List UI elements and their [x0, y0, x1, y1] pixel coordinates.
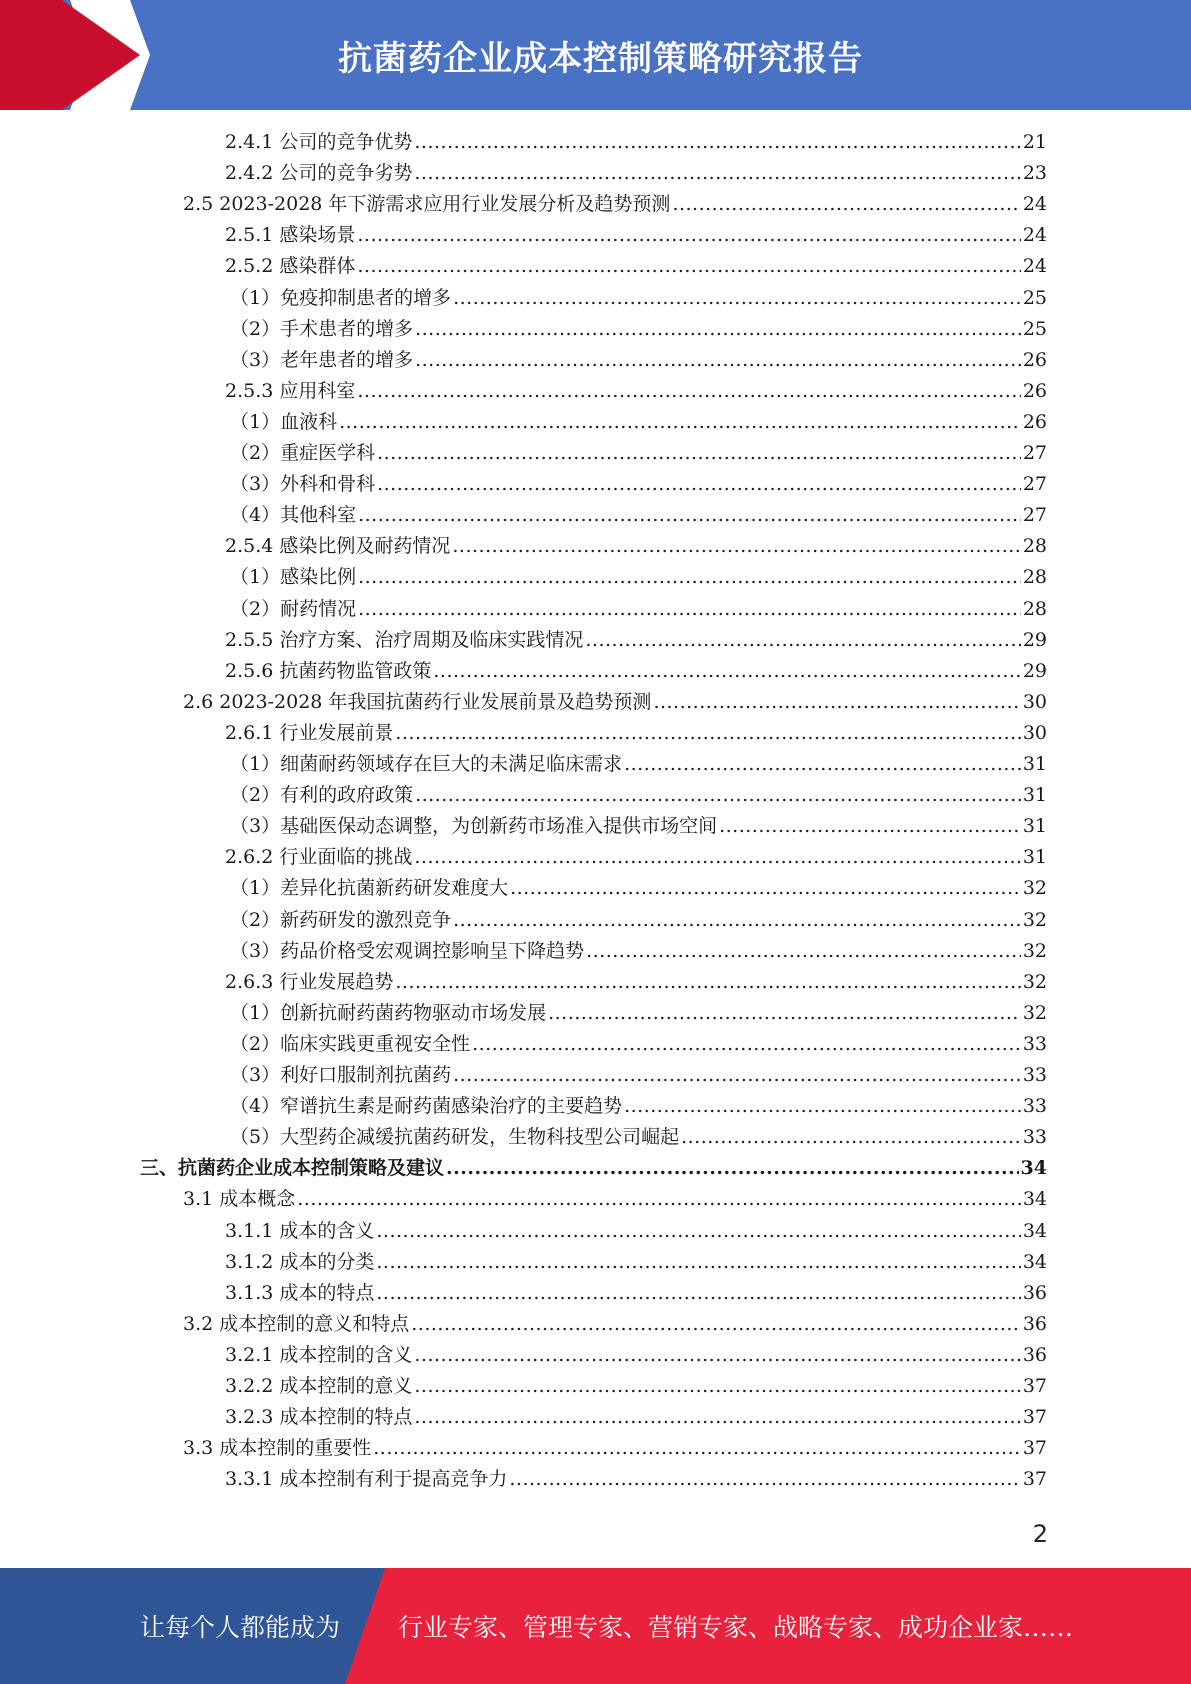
- toc-entry-title: （1）感染比例: [230, 566, 357, 589]
- toc-entry[interactable]: [225, 625, 1047, 656]
- toc-dot-leader: [510, 873, 1021, 904]
- toc-dot-leader: [297, 1184, 1021, 1215]
- toc-dot-leader: [414, 1402, 1020, 1433]
- toc-dot-leader: [414, 1340, 1020, 1371]
- toc-entry-title: 3.1.2 成本的分类: [225, 1250, 375, 1273]
- toc-dot-leader: [395, 967, 1020, 998]
- toc-entry[interactable]: [225, 842, 1047, 873]
- toc-entry-page: 26: [1022, 348, 1047, 371]
- toc-entry[interactable]: [225, 376, 1047, 407]
- toc-entry-title: （2）手术患者的增多: [230, 317, 414, 340]
- toc-entry[interactable]: [225, 1340, 1047, 1371]
- toc-entry[interactable]: [230, 283, 1047, 314]
- toc-entry-page: 32: [1022, 1001, 1047, 1024]
- toc-entry-title: 3.1.3 成本的特点: [225, 1281, 375, 1304]
- toc-entry-title: （3）利好口服制剂抗菌药: [230, 1064, 452, 1086]
- toc-entry-page: 28: [1022, 597, 1047, 620]
- toc-entry-page: 26: [1022, 410, 1047, 433]
- toc-dot-leader: [377, 469, 1021, 500]
- toc-entry-title: 2.5.3 应用科室: [225, 379, 356, 402]
- toc-entry-page: 34: [1020, 1157, 1047, 1180]
- toc-entry-page: 37: [1022, 1437, 1047, 1460]
- toc-entry[interactable]: [230, 594, 1047, 625]
- toc-entry-title: 2.5.5 治疗方案、治疗周期及临床实践情况: [225, 628, 584, 651]
- toc-entry[interactable]: [183, 1433, 1047, 1464]
- toc-entry-page: 27: [1022, 504, 1047, 527]
- toc-entry-title: 2.5.2 感染群体: [225, 255, 356, 278]
- toc-dot-leader: [624, 1091, 1021, 1122]
- toc-entry[interactable]: [230, 749, 1047, 780]
- toc-dot-leader: [624, 749, 1021, 780]
- toc-entry[interactable]: [230, 936, 1047, 967]
- toc-entry-page: 33: [1022, 1126, 1047, 1149]
- toc-entry-page: 25: [1022, 317, 1047, 340]
- page-header: [0, 0, 1191, 110]
- toc-entry-title: （3）基础医保动态调整，为创新药市场准入提供市场空间: [230, 815, 718, 838]
- toc-dot-leader: [446, 1153, 1019, 1184]
- toc-dot-leader: [376, 1216, 1020, 1247]
- toc-dot-leader: [357, 220, 1020, 251]
- toc-entry[interactable]: [230, 1060, 1047, 1091]
- toc-entry-page: 28: [1022, 566, 1047, 589]
- toc-entry-title: 2.5.1 感染场景: [225, 224, 356, 247]
- toc-entry-title: 2.6.3 行业发展趋势: [225, 970, 394, 993]
- toc-entry[interactable]: [225, 1464, 1047, 1495]
- toc-entry-page: 28: [1022, 535, 1047, 558]
- toc-dot-leader: [358, 594, 1021, 625]
- toc-dot-leader: [672, 189, 1020, 220]
- toc-dot-leader: [357, 376, 1020, 407]
- toc-entry[interactable]: [230, 905, 1047, 936]
- toc-dot-leader: [358, 562, 1021, 593]
- toc-entry-title: （1）细菌耐药领域存在巨大的未满足临床需求: [230, 753, 623, 775]
- toc-entry-page: 32: [1022, 939, 1047, 962]
- toc-entry-page: 34: [1022, 1188, 1047, 1211]
- toc-entry-page: 31: [1022, 846, 1047, 869]
- toc-entry-page: 36: [1022, 1343, 1047, 1366]
- toc-entry-title: 2.6.1 行业发展前景: [225, 721, 394, 744]
- toc-dot-leader: [453, 905, 1021, 936]
- toc-entry-page: 31: [1022, 753, 1047, 775]
- toc-entry[interactable]: [225, 718, 1047, 749]
- toc-entry-page: 33: [1022, 1032, 1047, 1055]
- toc-entry-title: 2.5.4 感染比例及耐药情况: [225, 535, 451, 558]
- toc-entry-page: 36: [1022, 1312, 1047, 1335]
- toc-entry-title: 2.5 2023-2028 年下游需求应用行业发展分析及趋势预测: [183, 193, 671, 216]
- toc-dot-leader: [585, 625, 1020, 656]
- toc-entry[interactable]: [230, 345, 1047, 376]
- toc-entry-page: 33: [1022, 1095, 1047, 1118]
- toc-entry[interactable]: [230, 407, 1047, 438]
- toc-entry-page: 30: [1022, 690, 1047, 713]
- toc-entry[interactable]: [230, 469, 1047, 500]
- toc-entry[interactable]: [225, 127, 1047, 158]
- document-title: 抗菌药企业成本控制策略研究报告: [338, 38, 863, 79]
- toc-entry-page: 29: [1022, 628, 1047, 651]
- toc-entry[interactable]: [230, 500, 1047, 531]
- toc-entry-page: 25: [1022, 286, 1047, 309]
- toc-entry-page: 37: [1022, 1406, 1047, 1429]
- toc-entry[interactable]: [183, 1184, 1047, 1215]
- toc-dot-leader: [548, 998, 1021, 1029]
- toc-entry[interactable]: [225, 1371, 1047, 1402]
- toc-entry-title: 2.5.6 抗菌药物监管政策: [225, 659, 432, 682]
- footer-slogan-right: 行业专家、管理专家、营销专家、战略专家、成功企业家……: [398, 1613, 1074, 1642]
- toc-entry-page: 36: [1022, 1281, 1047, 1304]
- toc-entry-title: （2）新药研发的激烈竞争: [230, 908, 452, 931]
- toc-entry[interactable]: [230, 562, 1047, 593]
- toc-entry-page: 37: [1022, 1375, 1047, 1397]
- toc-entry-title: 3.3 成本控制的重要性: [183, 1437, 372, 1460]
- toc-entry-title: 2.4.1 公司的竞争优势: [225, 131, 413, 153]
- toc-entry-page: 34: [1022, 1250, 1047, 1273]
- toc-entry-title: 3.1.1 成本的含义: [225, 1219, 375, 1242]
- toc-entry-page: 34: [1022, 1219, 1047, 1242]
- toc-entry-title: 3.2 成本控制的意义和特点: [183, 1312, 410, 1335]
- toc-entry-title: （2）有利的政府政策: [230, 784, 414, 807]
- toc-dot-leader: [681, 1122, 1021, 1153]
- toc-entry-page: 24: [1022, 193, 1047, 216]
- toc-dot-leader: [453, 283, 1021, 314]
- toc-entry-title: （5）大型药企减缓抗菌药研发，生物科技型公司崛起: [230, 1126, 680, 1149]
- toc-entry-page: 37: [1022, 1468, 1047, 1491]
- toc-dot-leader: [415, 314, 1021, 345]
- toc-entry[interactable]: [183, 189, 1047, 220]
- toc-dot-leader: [452, 531, 1020, 562]
- toc-entry-title: （1）血液科: [230, 410, 338, 433]
- toc-entry-page: 27: [1022, 442, 1047, 464]
- toc-entry[interactable]: [230, 873, 1047, 904]
- toc-entry-title: （4）窄谱抗生素是耐药菌感染治疗的主要趋势: [230, 1095, 623, 1118]
- toc-dot-leader: [433, 656, 1020, 687]
- toc-entry-title: （3）老年患者的增多: [230, 348, 414, 371]
- toc-entry-page: 32: [1022, 877, 1047, 900]
- toc-entry-page: 32: [1022, 970, 1047, 993]
- page-footer: [0, 1568, 1191, 1684]
- toc-entry-title: 3.3.1 成本控制有利于提高竞争力: [225, 1468, 508, 1491]
- toc-entry-title: （1）免疫抑制患者的增多: [230, 286, 452, 309]
- toc-dot-leader: [357, 251, 1020, 282]
- toc-entry-page: 29: [1022, 659, 1047, 682]
- toc-dot-leader: [358, 500, 1021, 531]
- toc-entry-title: 3.2.1 成本控制的含义: [225, 1343, 413, 1366]
- toc-entry[interactable]: [230, 998, 1047, 1029]
- toc-entry[interactable]: [230, 1091, 1047, 1122]
- toc-entry-page: 33: [1022, 1064, 1047, 1086]
- page-number: 2: [1032, 1520, 1048, 1548]
- toc-dot-leader: [653, 687, 1020, 718]
- toc-entry-title: 2.6.2 行业面临的挑战: [225, 846, 413, 869]
- toc-entry[interactable]: [230, 438, 1047, 469]
- toc-entry-title: （1）差异化抗菌新药研发难度大: [230, 877, 509, 900]
- toc-entry-title: （1）创新抗耐药菌药物驱动市场发展: [230, 1001, 547, 1024]
- toc-entry[interactable]: [225, 656, 1047, 687]
- toc-dot-leader: [414, 158, 1020, 189]
- toc-entry-title: （2）耐药情况: [230, 597, 357, 620]
- toc-dot-leader: [719, 811, 1021, 842]
- toc-entry-page: 30: [1022, 721, 1047, 744]
- toc-entry-title: （3）外科和骨科: [230, 473, 376, 496]
- toc-entry[interactable]: [183, 687, 1047, 718]
- toc-dot-leader: [415, 345, 1021, 376]
- toc-dot-leader: [415, 780, 1021, 811]
- toc-entry-title: 三、抗菌药企业成本控制策略及建议: [140, 1157, 445, 1180]
- toc-dot-leader: [411, 1309, 1021, 1340]
- toc-entry[interactable]: [225, 1247, 1047, 1278]
- toc-entry-page: 21: [1022, 131, 1047, 153]
- toc-dot-leader: [414, 842, 1020, 873]
- toc-entry-page: 23: [1022, 162, 1047, 185]
- toc-entry[interactable]: [230, 780, 1047, 811]
- toc-entry-page: 27: [1022, 473, 1047, 496]
- toc-entry[interactable]: [225, 158, 1047, 189]
- toc-entry-title: （4）其他科室: [230, 504, 357, 527]
- toc-dot-leader: [414, 127, 1020, 158]
- toc-entry[interactable]: [225, 967, 1047, 998]
- toc-dot-leader: [376, 1247, 1020, 1278]
- toc-entry-page: 26: [1022, 379, 1047, 402]
- toc-entry-page: 24: [1022, 255, 1047, 278]
- footer-slogan-left: 让每个人都能成为: [140, 1613, 341, 1642]
- toc-dot-leader: [376, 1278, 1020, 1309]
- toc-entry[interactable]: [225, 1402, 1047, 1433]
- toc-entry[interactable]: [140, 1153, 1047, 1184]
- toc-dot-leader: [373, 1433, 1021, 1464]
- toc-entry-title: （3）药品价格受宏观调控影响呈下降趋势: [230, 939, 585, 962]
- toc-entry-title: 3.2.3 成本控制的特点: [225, 1406, 413, 1429]
- toc-entry-title: 3.1 成本概念: [183, 1188, 296, 1211]
- toc-entry[interactable]: [230, 811, 1047, 842]
- toc-entry[interactable]: [225, 1278, 1047, 1309]
- toc-entry[interactable]: [230, 314, 1047, 345]
- toc-entry[interactable]: [183, 1309, 1047, 1340]
- toc-dot-leader: [377, 438, 1021, 469]
- toc-entry-page: 24: [1022, 224, 1047, 247]
- toc-dot-leader: [472, 1029, 1021, 1060]
- toc-entry[interactable]: [225, 220, 1047, 251]
- toc-entry[interactable]: [225, 251, 1047, 282]
- toc-entry-title: 2.6 2023-2028 年我国抗菌药行业发展前景及趋势预测: [183, 690, 652, 713]
- toc-dot-leader: [586, 936, 1021, 967]
- toc-entry[interactable]: [225, 531, 1047, 562]
- toc-entry[interactable]: [230, 1029, 1047, 1060]
- toc-entry[interactable]: [225, 1216, 1047, 1247]
- toc-entry-page: 31: [1022, 815, 1047, 838]
- toc-entry[interactable]: [230, 1122, 1047, 1153]
- toc-dot-leader: [453, 1060, 1021, 1091]
- toc-dot-leader: [509, 1464, 1020, 1495]
- toc-entry-title: 2.4.2 公司的竞争劣势: [225, 162, 413, 185]
- toc-entry-page: 31: [1022, 784, 1047, 807]
- toc-entry-page: 32: [1022, 908, 1047, 931]
- toc-entry-title: （2）重症医学科: [230, 442, 376, 464]
- toc-dot-leader: [395, 718, 1020, 749]
- toc-dot-leader: [339, 407, 1021, 438]
- toc-entry-title: （2）临床实践更重视安全性: [230, 1032, 471, 1055]
- toc-entry-title: 3.2.2 成本控制的意义: [225, 1375, 413, 1397]
- toc-dot-leader: [414, 1371, 1020, 1402]
